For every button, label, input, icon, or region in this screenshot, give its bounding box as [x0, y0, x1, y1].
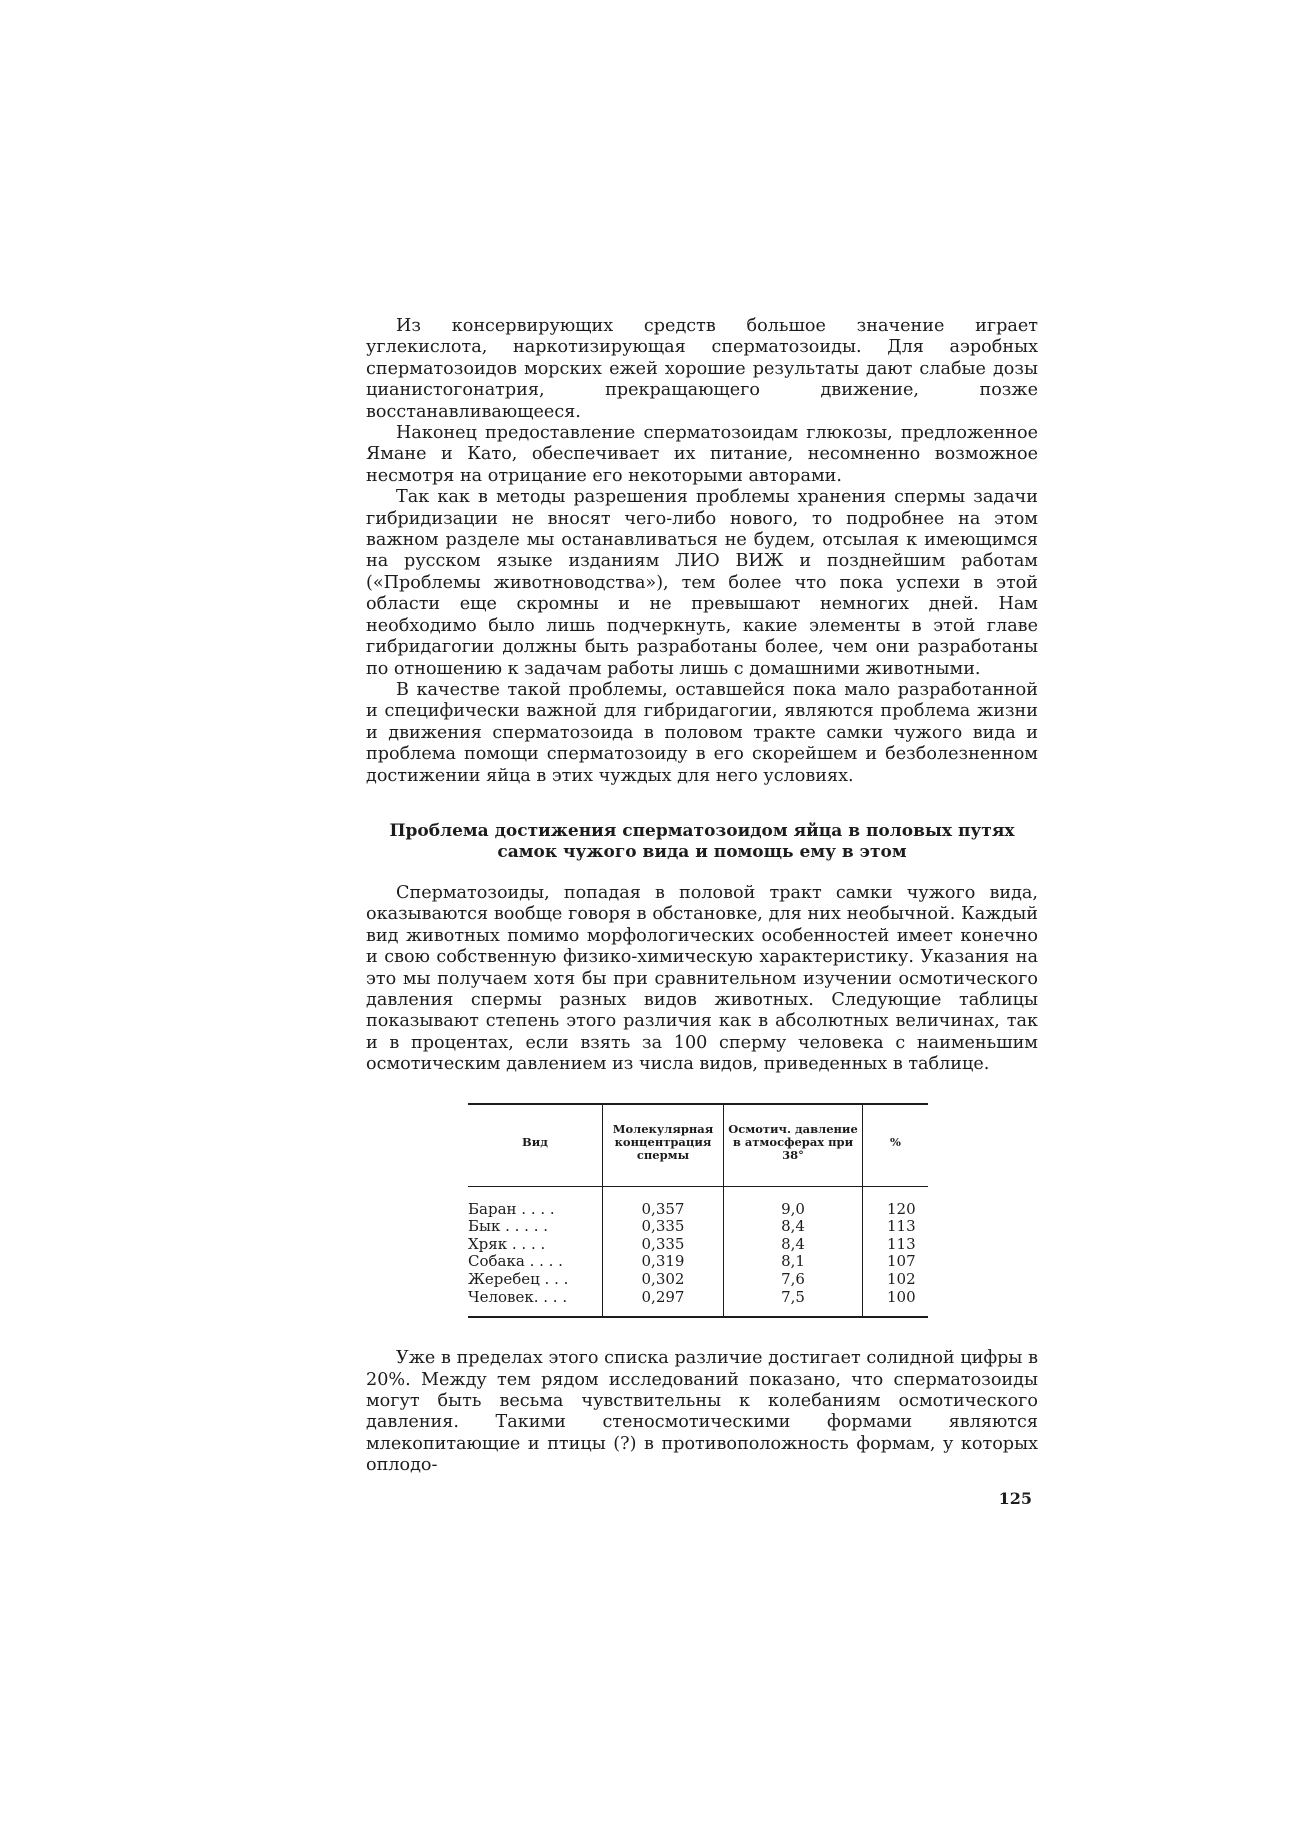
cell-concentration: 0,335 — [603, 1236, 724, 1254]
header-molecular-concentration: Молекулярная концентрация спермы — [603, 1104, 724, 1187]
cell-species: Бык . . . . . — [468, 1217, 549, 1236]
osmotic-pressure-table — [468, 1103, 928, 1319]
cell-concentration: 0,319 — [603, 1253, 724, 1271]
table-row — [468, 1271, 928, 1289]
table-wrapper — [366, 1103, 1038, 1319]
table-header-row — [468, 1104, 928, 1187]
cell-pressure: 9,0 — [724, 1186, 863, 1218]
cell-species: Баран . . . . — [468, 1199, 555, 1218]
cell-concentration: 0,302 — [603, 1271, 724, 1289]
page-number: 125 — [998, 1488, 1032, 1508]
cell-pressure: 8,1 — [724, 1253, 863, 1271]
paragraph-after-table: Уже в пределах этого списка различие достигает солидной цифры в 20%. Между тем рядом исследований показано, что сперматозоиды могут быть весьма чувствительны к колебаниям осмотического давления. Такими стеносмотическими формами являются млекопитающие и птицы (?) в противоположность формам, у которых оплодо- — [366, 1348, 1038, 1476]
cell-percent: 102 — [863, 1271, 929, 1289]
section-title: Проблема достижения сперматозоидом яйца в половых путях самок чужого вида и помощь ему в этом — [389, 820, 1015, 862]
cell-species: Хряк . . . . — [468, 1234, 546, 1253]
cell-percent: 100 — [863, 1289, 929, 1318]
cell-species: Человек. . . . — [468, 1287, 568, 1306]
cell-pressure: 8,4 — [724, 1218, 863, 1236]
cell-percent: 113 — [863, 1236, 929, 1254]
cell-percent: 120 — [863, 1186, 929, 1218]
cell-species: Жеребец . . . — [468, 1269, 569, 1288]
paragraph-osmotic-intro: Сперматозоиды, попадая в половой тракт самки чужого вида, оказываются вообще говоря в обстановке, для них необычной. Каждый вид животных помимо морфологических особенностей имеет конечно и свою собственную физико-химическую характеристику. Указания на это мы получаем хотя бы при сравнительном изучении осмотического давления спермы разных видов животных. Следующие таблицы показывают степень этого различия как в абсолютных величинах, так и в процентах, если взять за 100 сперму человека с наименьшим осмотическим давлением из числа видов, приведенных в таблице. — [366, 882, 1038, 1075]
table-row — [468, 1186, 928, 1218]
cell-pressure: 8,4 — [724, 1236, 863, 1254]
table-row — [468, 1236, 928, 1254]
cell-concentration: 0,335 — [603, 1218, 724, 1236]
cell-pressure: 7,5 — [724, 1289, 863, 1318]
header-osmotic-pressure: Осмотич. давление в атмосферах при 38° — [724, 1104, 863, 1187]
paragraph-preservatives: Из консервирующих средств большое значение играет углекислота, наркотизирующая сперматозоиды. Для аэробных сперматозоидов морских ежей хорошие результаты дают слабые дозы цианистогонатрия, прекращающего движение, позже восстанавливающееся. — [366, 316, 1038, 422]
cell-percent: 113 — [863, 1218, 929, 1236]
paragraph-glucose: Наконец предоставление сперматозоидам глюкозы, предложенное Ямане и Като, обеспечивает их питание, несомненно возможное несмотря на отрицание его некоторыми авторами. — [366, 423, 1038, 486]
header-species: Вид — [468, 1104, 603, 1187]
cell-pressure: 7,6 — [724, 1271, 863, 1289]
cell-percent: 107 — [863, 1253, 929, 1271]
book-page — [366, 316, 1038, 1508]
cell-species: Собака . . . . — [468, 1252, 563, 1271]
table-row — [468, 1289, 928, 1318]
header-percent: % — [863, 1104, 929, 1187]
paragraph-problem-statement: В качестве такой проблемы, оставшейся пока мало разработанной и специфически важной для гибридагогии, являются проблема жизни и движения сперматозоида в половом тракте самки чужого вида и проблема помощи сперматозоиду в его скорейшем и безболезненном достижении яйца в этих чуждых для него условиях. — [366, 679, 1038, 786]
cell-concentration: 0,297 — [603, 1289, 724, 1318]
paragraph-storage-methods: Так как в методы разрешения проблемы хранения спермы задачи гибридизации не вносят чего-либо нового, то подробнее на этом важном разделе мы останавливаться не будем, отсылая к имеющимся на русском языке изданиям ЛИО ВИЖ и позднейшим работам («Проблемы животноводства»), тем более что пока успехи в этой области еще скромны и не превышают немногих дней. Нам необходимо было лишь подчеркнуть, какие элементы в этой главе гибридагогии должны быть разработаны более, чем они разработаны по отношению к задачам работы лишь с домашними животными. — [366, 487, 1038, 679]
cell-concentration: 0,357 — [603, 1186, 724, 1218]
table-row — [468, 1253, 928, 1271]
table-row — [468, 1218, 928, 1236]
